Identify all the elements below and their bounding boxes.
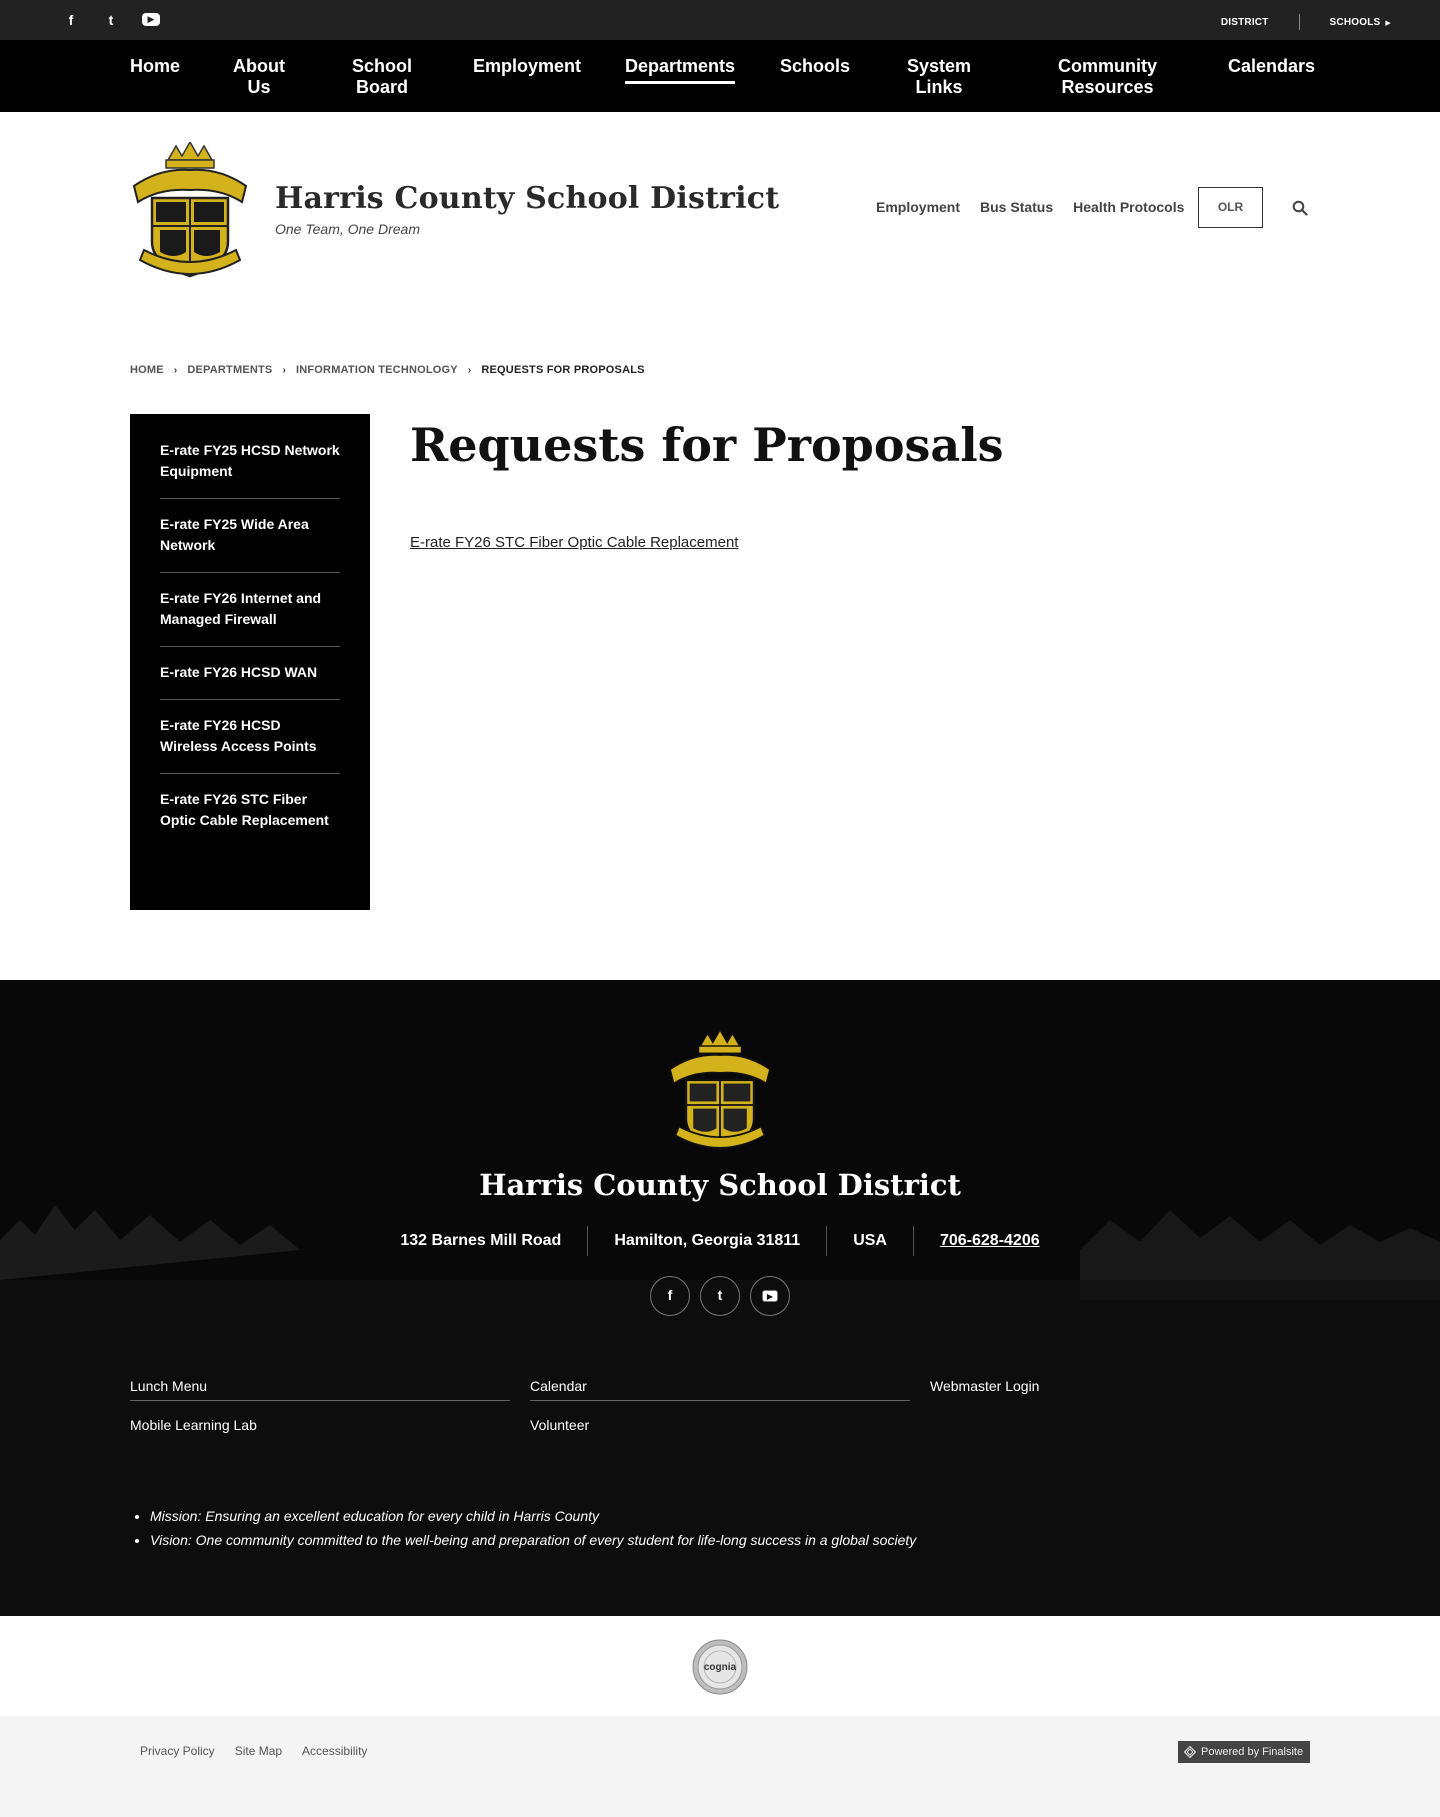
legal-links: [140, 1744, 367, 1758]
district-crest-logo[interactable]: [130, 142, 250, 282]
crest-icon: [130, 142, 250, 282]
nav-calendars-label: Calendars: [1228, 56, 1316, 76]
privacy-policy-link[interactable]: Privacy Policy: [140, 1744, 215, 1758]
sidebar-item-fy26-fiber-optic[interactable]: E-rate FY26 STC Fiber Optic Cable Replacement: [160, 791, 329, 828]
nav-schools-label: Schools: [780, 56, 851, 76]
mission-vision-list: [150, 1504, 916, 1552]
page-title: Requests for Proposals: [410, 418, 1004, 472]
breadcrumb-departments[interactable]: DEPARTMENTS: [187, 364, 273, 376]
quick-link-health-protocols[interactable]: Health Protocols: [1073, 199, 1185, 215]
top-social-links: [62, 11, 160, 29]
olr-button[interactable]: OLR: [1198, 187, 1263, 228]
utility-links: [1221, 14, 1391, 30]
nav-board-line2: Board: [356, 77, 409, 97]
main-navigation: [0, 40, 1440, 112]
facebook-icon[interactable]: f: [68, 12, 74, 28]
nav-employment-label: Employment: [473, 56, 582, 76]
nav-community-line1: Community: [1058, 56, 1157, 76]
footer-country: USA: [853, 1232, 887, 1249]
sidebar-item-fy25-network-equipment[interactable]: E-rate FY25 HCSD Network Equipment: [160, 440, 340, 499]
sidebar-item-fy26-wireless-access-points[interactable]: E-rate FY26 HCSD Wireless Access Points: [160, 700, 340, 774]
footer-crest-logo[interactable]: [665, 1030, 775, 1155]
footer-links-col-1: [130, 1376, 510, 1454]
site-title[interactable]: Harris County School District: [275, 181, 780, 216]
footer-link-mobile-learning-lab[interactable]: Mobile Learning Lab: [130, 1417, 257, 1433]
powered-by-finalsite-badge[interactable]: [1178, 1741, 1310, 1763]
quick-link-employment[interactable]: Employment: [876, 199, 961, 215]
footer-link-calendar[interactable]: Calendar: [530, 1376, 910, 1401]
nav-system-links[interactable]: [907, 56, 971, 98]
cognia-label: cognia: [703, 1662, 737, 1673]
twitter-icon[interactable]: t: [108, 12, 114, 28]
footer-city: Hamilton, Georgia 31811: [614, 1232, 801, 1249]
nav-community-resources[interactable]: [1058, 56, 1157, 98]
footer-links-col-3: [930, 1376, 1310, 1415]
nav-schools[interactable]: [780, 56, 850, 77]
cognia-accreditation-seal[interactable]: [692, 1639, 748, 1695]
schools-label: SCHOOLS: [1329, 16, 1381, 28]
footer-link-webmaster-login[interactable]: Webmaster Login: [930, 1378, 1040, 1394]
nav-community-line2: Resources: [1061, 77, 1154, 97]
nav-calendars[interactable]: [1228, 56, 1315, 77]
footer-address: 132 Barnes Mill Road: [400, 1232, 562, 1249]
schools-dropdown[interactable]: [1330, 17, 1391, 28]
nav-school-board[interactable]: [352, 56, 412, 98]
nav-home-label: Home: [130, 56, 181, 76]
vision-statement: • Vision: One community committed to the well-being and preparation of every student for life-long success in a global society: [150, 1528, 916, 1552]
nav-board-line1: School: [352, 56, 413, 76]
quick-link-bus-status[interactable]: Bus Status: [980, 199, 1054, 215]
youtube-icon[interactable]: ▶: [142, 13, 160, 26]
footer-title: Harris County School District: [479, 1168, 961, 1202]
breadcrumb-information-technology[interactable]: INFORMATION TECHNOLOGY: [295, 364, 458, 376]
utility-bar: [0, 0, 1440, 40]
district-link[interactable]: DISTRICT: [1220, 16, 1269, 28]
breadcrumb: [130, 364, 645, 376]
nav-about-line1: About: [233, 56, 285, 76]
footer-twitter-icon[interactable]: t: [700, 1276, 740, 1316]
finalsite-label: Powered by Finalsite: [1201, 1746, 1304, 1758]
nav-about-us[interactable]: [233, 56, 285, 98]
utility-divider: [1299, 14, 1300, 30]
footer-links-col-2: [530, 1376, 910, 1454]
mission-statement: • Mission: Ensuring an excellent education for every child in Harris County: [150, 1504, 916, 1528]
site-tagline: One Team, One Dream: [275, 221, 420, 237]
site-map-link[interactable]: Site Map: [234, 1744, 283, 1758]
caret-right-icon: ▶: [1385, 19, 1391, 27]
chevron-right-icon: ›: [467, 364, 472, 376]
header-quick-links: [876, 199, 1184, 215]
nav-about-line2: Us: [247, 77, 271, 97]
nav-departments-label: Departments: [625, 56, 736, 76]
footer-link-lunch-menu[interactable]: Lunch Menu: [130, 1376, 510, 1401]
chevron-right-icon: ›: [173, 364, 178, 376]
footer-contact: [0, 1226, 1440, 1256]
nav-links-line2: Links: [915, 77, 963, 97]
chevron-right-icon: ›: [282, 364, 286, 376]
youtube-icon: ▶: [762, 1290, 778, 1302]
footer-link-volunteer[interactable]: Volunteer: [530, 1417, 590, 1433]
footer-youtube-icon[interactable]: [750, 1276, 790, 1316]
finalsite-icon: [1184, 1746, 1196, 1758]
accreditation-bar: [0, 1616, 1440, 1716]
accessibility-link[interactable]: Accessibility: [302, 1744, 368, 1758]
sidebar-item-fy26-wan[interactable]: E-rate FY26 HCSD WAN: [160, 647, 340, 700]
search-icon[interactable]: [1292, 200, 1308, 216]
rfp-document-link[interactable]: E-rate FY26 STC Fiber Optic Cable Replacement: [410, 534, 739, 551]
footer-facebook-icon[interactable]: f: [650, 1276, 690, 1316]
section-sidebar: [130, 414, 370, 910]
footer-phone-link[interactable]: 706-628-4206: [939, 1232, 1040, 1249]
nav-home[interactable]: [130, 56, 180, 77]
nav-links-line1: System: [907, 56, 972, 76]
sidebar-item-fy25-wide-area-network[interactable]: E-rate FY25 Wide Area Network: [160, 499, 340, 573]
breadcrumb-home[interactable]: HOME: [130, 364, 164, 376]
sidebar-item-fy26-internet-firewall[interactable]: E-rate FY26 Internet and Managed Firewall: [160, 573, 340, 647]
footer-social-links: [0, 1276, 1440, 1316]
site-footer: [0, 980, 1440, 1616]
legal-bar: [0, 1716, 1440, 1817]
nav-departments[interactable]: [625, 56, 735, 77]
breadcrumb-current: REQUESTS FOR PROPOSALS: [481, 364, 645, 376]
nav-employment[interactable]: [473, 56, 581, 77]
